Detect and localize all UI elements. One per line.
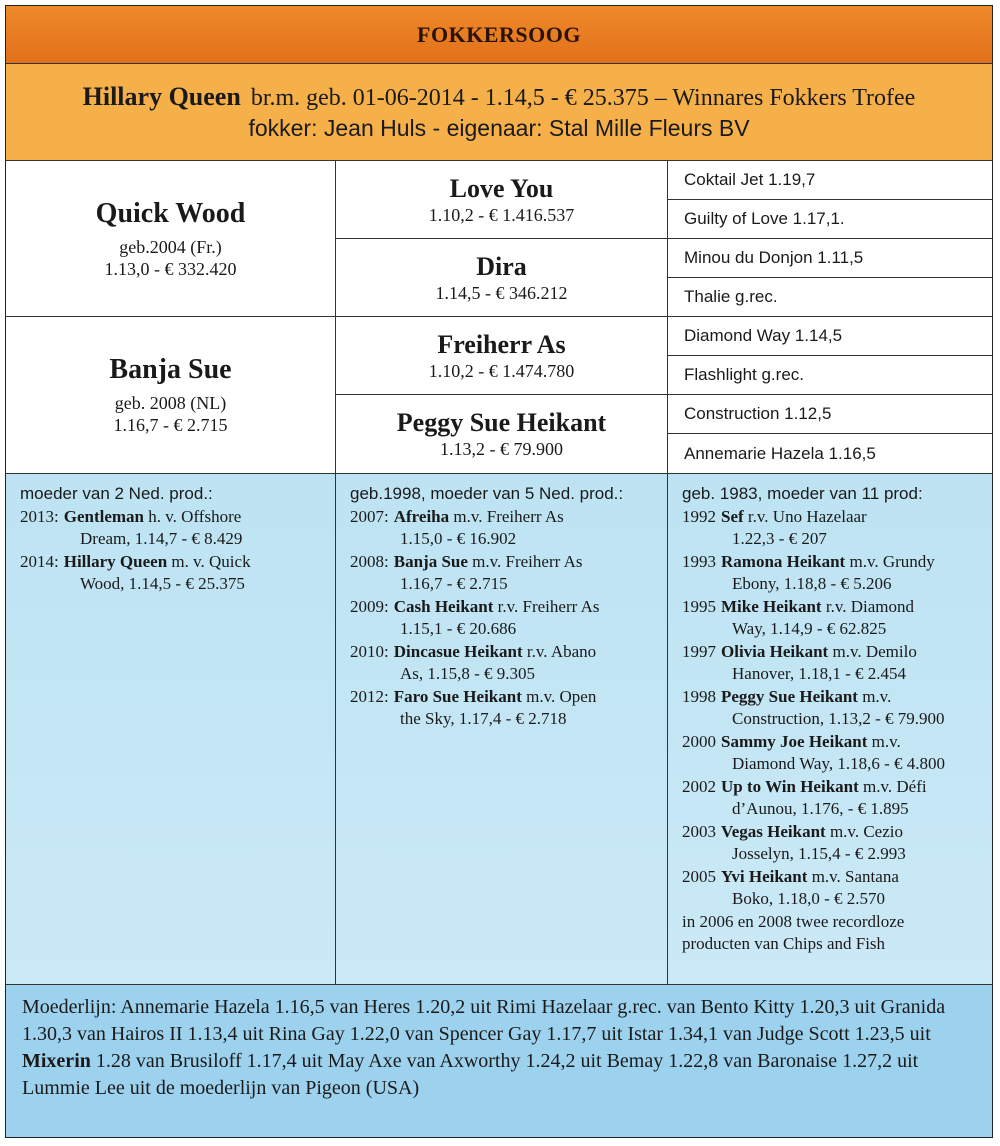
granddam-offspring-column — [336, 474, 668, 984]
offspring-year: 2007: — [350, 506, 389, 526]
horse-header — [6, 64, 992, 161]
offspring-parentage: m.v. — [862, 686, 892, 706]
offspring-year: 2010: — [350, 641, 389, 661]
offspring-year: 2008: — [350, 551, 389, 571]
dam-name: Banja Sue — [109, 354, 232, 385]
great-grandparent: Coktail Jet 1.19,7 — [668, 161, 992, 200]
grandparent-name: Love You — [449, 173, 554, 203]
offspring-note: in 2006 en 2008 twee recordloze — [682, 911, 905, 931]
grandparent-cell — [336, 317, 668, 395]
offspring-details — [682, 687, 982, 731]
great-grandparent: Guilty of Love 1.17,1. — [668, 200, 992, 239]
offspring-record: Wood, 1.14,5 - € 25.375 — [80, 574, 245, 593]
offspring-details — [350, 642, 657, 686]
offspring-details — [20, 507, 325, 551]
offspring-name: Faro Sue Heikant — [393, 686, 522, 706]
grandparent-cell — [336, 161, 668, 239]
offspring-details — [682, 777, 982, 821]
offspring-name: Banja Sue — [393, 551, 468, 571]
offspring-note: producten van Chips and Fish — [682, 934, 886, 953]
offspring-entry — [350, 641, 657, 686]
offspring-record: Construction, 1.13,2 - € 79.900 — [732, 709, 945, 728]
grandparent-record: 1.10,2 - € 1.474.780 — [428, 360, 575, 381]
section-title — [6, 6, 992, 64]
offspring-details — [682, 822, 982, 866]
offspring-parentage: r.v. Abano — [526, 641, 597, 661]
offspring-name: Yvi Heikant — [721, 866, 808, 886]
offspring-parentage: m.v. Grundy — [849, 551, 935, 571]
offspring-entry — [20, 551, 325, 596]
offspring-record: Ebony, 1.18,8 - € 5.206 — [732, 574, 892, 593]
offspring-parentage: m.v. Santana — [811, 866, 899, 886]
great-grandparent: Annemarie Hazela 1.16,5 — [684, 443, 876, 463]
grandparent-cell — [336, 395, 668, 473]
offspring-parentage: m.v. Défi — [863, 776, 927, 796]
offspring-parentage: m.v. Open — [526, 686, 597, 706]
offspring-entry — [682, 506, 982, 551]
offspring-name: Peggy Sue Heikant — [721, 686, 858, 706]
offspring-parentage: r.v. Uno Hazelaar — [747, 506, 867, 526]
great-grandparent: Thalie g.rec. — [668, 278, 992, 317]
offspring-intro: geb. 1983, moeder van 11 prod: — [682, 484, 923, 503]
offspring-parentage: m.v. — [871, 731, 901, 751]
offspring-year: 2009: — [350, 596, 389, 616]
offspring-record: Diamond Way, 1.18,6 - € 4.800 — [732, 754, 945, 773]
dam-cell — [6, 317, 336, 473]
offspring-intro: moeder van 2 Ned. prod.: — [20, 484, 213, 503]
offspring-entry — [682, 776, 982, 821]
offspring-section — [6, 474, 992, 985]
grandparent-cell — [336, 239, 668, 317]
offspring-year: 1993 — [682, 551, 716, 571]
grandparent-name: Freiherr As — [437, 329, 566, 359]
offspring-details — [682, 597, 982, 641]
section-title-text: FOKKERSOOG — [417, 21, 581, 47]
offspring-record: Dream, 1.14,7 - € 8.429 — [80, 529, 243, 548]
offspring-entry — [350, 686, 657, 731]
offspring-record: the Sky, 1.17,4 - € 2.718 — [400, 709, 567, 728]
horse-name: Hillary Queen — [82, 81, 241, 111]
offspring-name: Afreiha — [393, 506, 450, 526]
offspring-details — [682, 867, 982, 911]
offspring-name: Ramona Heikant — [721, 551, 846, 571]
dam-offspring-column — [6, 474, 336, 984]
offspring-parentage: r.v. Freiherr As — [497, 596, 600, 616]
offspring-parentage: m. v. Quick — [171, 551, 251, 571]
offspring-name: Vegas Heikant — [721, 821, 826, 841]
grandparent-name: Dira — [476, 251, 527, 281]
offspring-name: Up to Win Heikant — [721, 776, 859, 796]
offspring-entry — [682, 866, 982, 911]
offspring-year: 2003 — [682, 821, 716, 841]
offspring-name: Olivia Heikant — [721, 641, 829, 661]
great-grandparent: Minou du Donjon 1.11,5 — [668, 239, 992, 278]
offspring-entry — [682, 596, 982, 641]
offspring-name: Hillary Queen — [63, 551, 168, 571]
offspring-intro: geb.1998, moeder van 5 Ned. prod.: — [350, 484, 624, 503]
offspring-record: Boko, 1.18,0 - € 2.570 — [732, 889, 885, 908]
sire-name: Quick Wood — [95, 197, 246, 229]
breeder-owner: fokker: Jean Huls - eigenaar: Stal Mille Fleurs BV — [248, 114, 750, 141]
offspring-year: 1992 — [682, 506, 716, 526]
offspring-details — [350, 687, 657, 731]
offspring-record: 1.16,7 - € 2.715 — [400, 574, 508, 593]
offspring-name: Mike Heikant — [721, 596, 822, 616]
offspring-parentage: m.v. Freiherr As — [472, 551, 583, 571]
offspring-year: 2005 — [682, 866, 716, 886]
pedigree-page — [5, 5, 993, 1138]
offspring-record: d’Aunou, 1.176, - € 1.895 — [732, 799, 909, 818]
offspring-list — [20, 506, 325, 596]
sire-record: 1.13,0 - € 332.420 — [104, 258, 237, 279]
offspring-entry — [350, 506, 657, 551]
offspring-year: 1995 — [682, 596, 716, 616]
offspring-name: Cash Heikant — [393, 596, 494, 616]
offspring-record: 1.15,0 - € 16.902 — [400, 529, 517, 548]
offspring-year: 1997 — [682, 641, 716, 661]
offspring-record: Hanover, 1.18,1 - € 2.454 — [732, 664, 907, 683]
great-grandparent: Construction 1.12,5 — [668, 395, 992, 434]
offspring-list — [682, 506, 982, 911]
offspring-details — [682, 642, 982, 686]
offspring-record: 1.15,1 - € 20.686 — [400, 619, 517, 638]
offspring-entry — [682, 641, 982, 686]
offspring-name: Gentleman — [63, 506, 145, 526]
offspring-details — [682, 732, 982, 776]
offspring-record: Josselyn, 1.15,4 - € 2.993 — [732, 844, 906, 863]
grandparent-record: 1.13,2 - € 79.900 — [440, 439, 563, 459]
grandparent-record: 1.10,2 - € 1.416.537 — [428, 204, 575, 225]
offspring-year: 1998 — [682, 686, 716, 706]
offspring-name: Dincasue Heikant — [393, 641, 523, 661]
offspring-record: Way, 1.14,9 - € 62.825 — [732, 619, 887, 638]
horse-summary — [83, 82, 916, 113]
sire-born: geb.2004 (Fr.) — [119, 236, 222, 257]
dam-line-highlight: Mixerin — [22, 1050, 91, 1072]
offspring-year: 2014: — [20, 551, 59, 571]
grandparent-name: Peggy Sue Heikant — [396, 408, 607, 437]
offspring-details — [350, 552, 657, 596]
dam-born: geb. 2008 (NL) — [114, 393, 227, 413]
offspring-parentage: h. v. Offshore — [148, 506, 242, 526]
dam-line-text — [6, 985, 992, 1137]
offspring-parentage: m.v. Demilo — [832, 641, 917, 661]
offspring-parentage: r.v. Diamond — [825, 596, 914, 616]
pedigree-grid — [6, 161, 992, 474]
offspring-details — [350, 507, 657, 551]
offspring-details — [682, 552, 982, 596]
offspring-details — [20, 552, 325, 596]
dam-line-part: Moederlijn: Annemarie Hazela 1.16,5 van Heres 1.20,2 uit Rimi Hazelaar g.rec. van Bento Kitty 1.20,3 uit Granida 1.30,3 van Hairos II 1.13,4 uit Rina Gay 1.22,0 van Spencer Gay 1.17,7 uit Istar 1.34,1 van Judge Scott 1.23,5 uit — [22, 996, 946, 1045]
offspring-entry — [682, 686, 982, 731]
offspring-parentage: m.v. Cezio — [829, 821, 903, 841]
offspring-parentage: m.v. Freiherr As — [453, 506, 564, 526]
great-grandparent: Flashlight g.rec. — [668, 356, 992, 395]
offspring-year: 2013: — [20, 506, 59, 526]
horse-details: br.m. geb. 01-06-2014 - 1.14,5 - € 25.375 – Winnares Fokkers Trofee — [250, 84, 916, 111]
offspring-entry — [20, 506, 325, 551]
offspring-year: 2000 — [682, 731, 716, 751]
offspring-entry — [682, 821, 982, 866]
offspring-entry — [682, 731, 982, 776]
sire-cell — [6, 161, 336, 317]
offspring-entry — [350, 596, 657, 641]
offspring-name: Sammy Joe Heikant — [721, 731, 868, 751]
offspring-list — [350, 506, 657, 731]
offspring-record: As, 1.15,8 - € 9.305 — [400, 664, 536, 683]
offspring-details — [350, 597, 657, 641]
great-granddam-offspring-column — [668, 474, 992, 984]
offspring-entry — [350, 551, 657, 596]
grandparent-record: 1.14,5 - € 346.212 — [435, 282, 568, 303]
offspring-details — [682, 507, 982, 551]
dam-line-part: 1.28 van Brusiloff 1.17,4 uit May Axe van Axworthy 1.24,2 uit Bemay 1.22,8 van Baronaise 1.27,2 uit Lummie Lee uit de moederlijn van Pigeon (USA) — [22, 1050, 919, 1099]
offspring-record: 1.22,3 - € 207 — [732, 529, 827, 548]
great-grandparent: Diamond Way 1.14,5 — [668, 317, 992, 356]
offspring-year: 2002 — [682, 776, 716, 796]
offspring-entry — [682, 551, 982, 596]
offspring-year: 2012: — [350, 686, 389, 706]
offspring-name: Sef — [721, 506, 744, 526]
dam-record: 1.16,7 - € 2.715 — [113, 415, 228, 435]
